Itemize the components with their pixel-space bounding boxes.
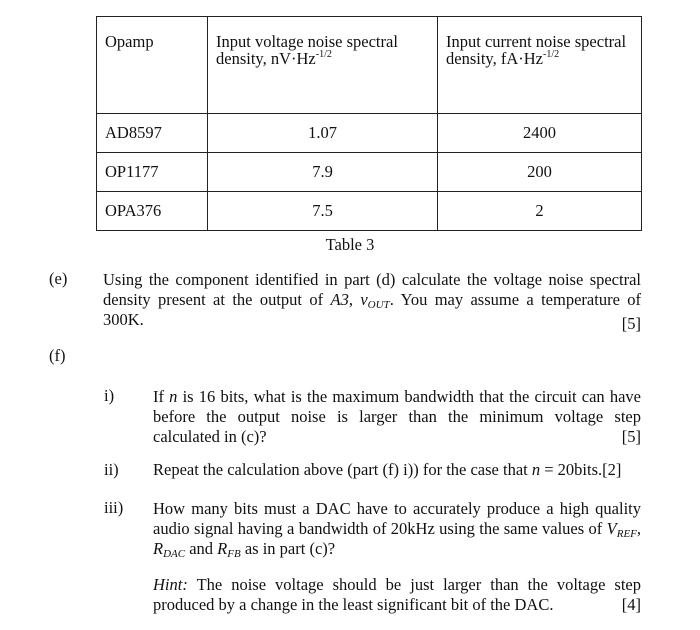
part-f-ii-pre: Repeat the calculation above (part (f) i)) for the case that bbox=[153, 460, 528, 479]
rfb-symbol: R bbox=[217, 539, 228, 558]
hint-text bbox=[153, 575, 641, 615]
part-f-iii-tail: as in part (c)? bbox=[244, 539, 336, 558]
part-f-i-pre: If bbox=[153, 387, 164, 406]
part-e-label: (e) bbox=[49, 269, 68, 288]
header-current-noise-text: Input current noise spectral density, fA·Hz bbox=[446, 32, 627, 68]
part-f-i-post: is 16 bits, what is the maximum bandwidth that the circuit can have before the output noise is larger than the minimum voltage step calculated in (c)? bbox=[153, 387, 641, 446]
n-symbol: n bbox=[531, 460, 541, 479]
header-voltage-noise bbox=[208, 17, 438, 114]
part-e-marks: [5] bbox=[621, 314, 641, 333]
table-row bbox=[97, 153, 642, 192]
part-f-iii-main: How many bits must a DAC have to accurately produce a high quality audio signal having a bandwidth of 20kHz using the same values of bbox=[153, 499, 641, 538]
cell-current-noise: 2400 bbox=[438, 114, 642, 153]
part-f-label: (f) bbox=[49, 346, 66, 365]
hint-body: The noise voltage should be just larger than the voltage step produced by a change in the least significant bit of the DAC. bbox=[153, 575, 641, 614]
part-e-text-a: Using the component identified in part (d) calculate the voltage noise spectral density present at the output of bbox=[103, 270, 641, 309]
rfb-subscript: FB bbox=[227, 548, 241, 560]
and-word: and bbox=[189, 539, 214, 558]
table-row bbox=[97, 192, 642, 231]
hint-label: Hint: bbox=[153, 575, 188, 594]
vout-symbol: v bbox=[360, 290, 368, 309]
part-e-comma: , bbox=[348, 290, 353, 309]
cell-voltage-noise: 1.07 bbox=[208, 114, 438, 153]
part-f-i-marks: [5] bbox=[621, 427, 641, 446]
noise-table bbox=[96, 16, 642, 231]
vref-subscript: REF bbox=[616, 528, 637, 540]
header-voltage-exponent: -1/2 bbox=[315, 48, 332, 60]
header-current-exponent: -1/2 bbox=[543, 48, 560, 60]
part-f-i-text bbox=[153, 387, 641, 447]
part-e-text-b: . You may assume a temperature of 300K. bbox=[103, 290, 641, 329]
part-f-ii-post: = 20bits. bbox=[544, 460, 603, 479]
table-header-row bbox=[97, 17, 642, 114]
part-f-i-label: i) bbox=[104, 386, 115, 405]
vout-subscript: OUT bbox=[367, 299, 390, 311]
part-f-ii-text bbox=[153, 460, 641, 480]
cell-voltage-noise: 7.9 bbox=[208, 153, 438, 192]
part-f-iii-text bbox=[153, 499, 641, 559]
header-voltage-noise-text: Input voltage noise spectral density, nV·Hz bbox=[216, 32, 398, 68]
part-e-text bbox=[103, 270, 641, 330]
part-f-ii-label: ii) bbox=[104, 460, 119, 479]
cell-current-noise: 200 bbox=[438, 153, 642, 192]
table-row bbox=[97, 114, 642, 153]
header-opamp bbox=[97, 17, 208, 114]
separator: , bbox=[636, 519, 642, 538]
header-opamp-text: Opamp bbox=[105, 32, 154, 51]
a3-symbol: A3 bbox=[330, 290, 349, 309]
n-symbol: n bbox=[169, 387, 178, 406]
table-caption: Table 3 bbox=[325, 235, 375, 254]
cell-opamp: OP1177 bbox=[97, 153, 208, 192]
part-f-ii-marks: [2] bbox=[602, 460, 622, 479]
rdac-symbol: R bbox=[153, 539, 164, 558]
cell-opamp: AD8597 bbox=[97, 114, 208, 153]
part-f-iii-marks: [4] bbox=[621, 595, 641, 614]
cell-opamp: OPA376 bbox=[97, 192, 208, 231]
cell-voltage-noise: 7.5 bbox=[208, 192, 438, 231]
rdac-subscript: DAC bbox=[163, 548, 186, 560]
part-f-iii-label: iii) bbox=[104, 498, 124, 517]
cell-current-noise: 2 bbox=[438, 192, 642, 231]
header-current-noise bbox=[438, 17, 642, 114]
vref-symbol: V bbox=[606, 519, 617, 538]
